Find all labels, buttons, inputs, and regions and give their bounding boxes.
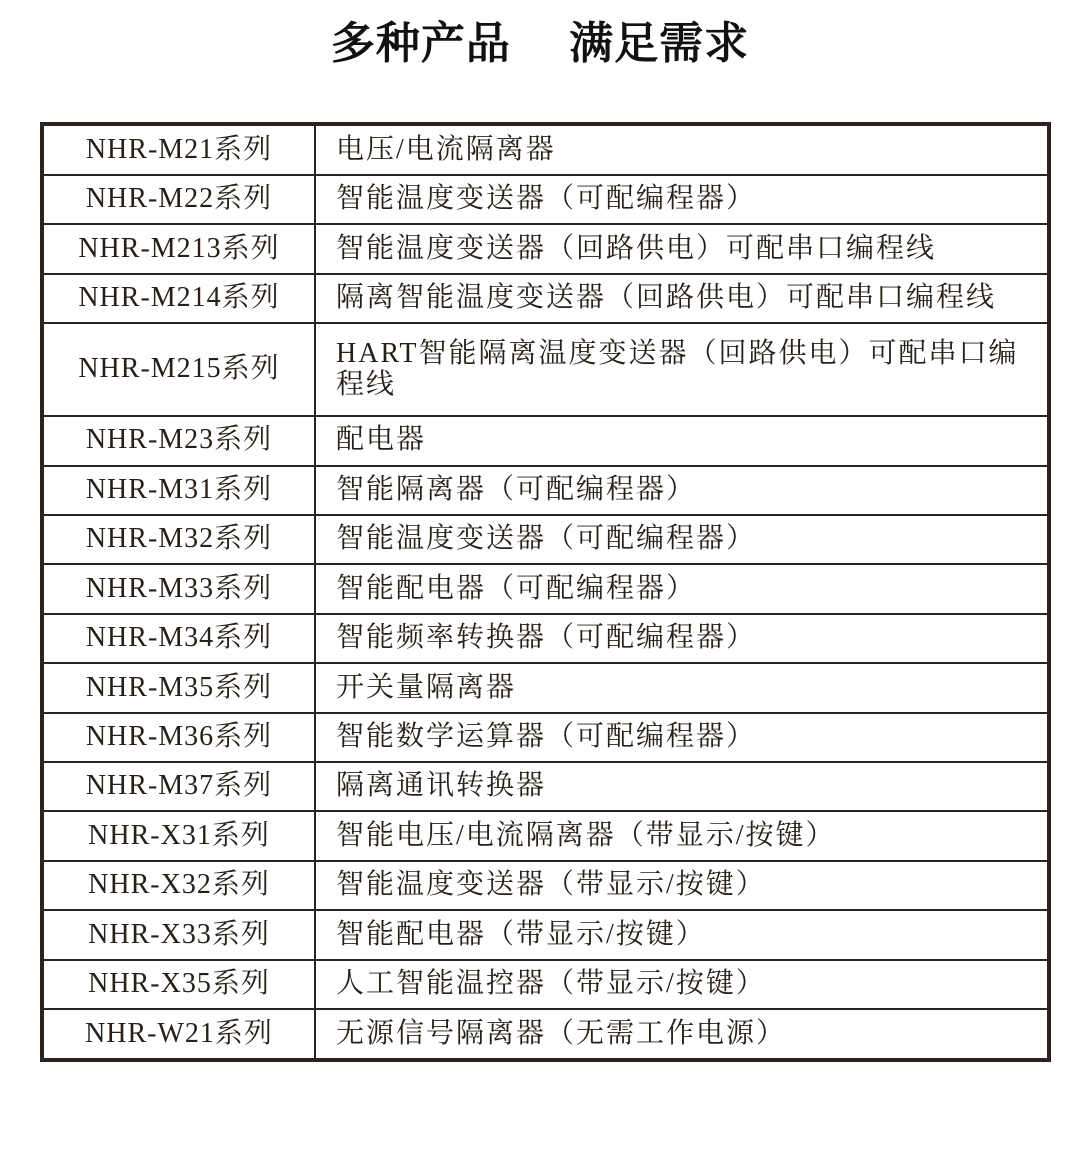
product-description-cell: 隔离通讯转换器 bbox=[315, 762, 1049, 811]
series-name-cell: NHR-M33系列 bbox=[42, 564, 315, 613]
table-row bbox=[42, 175, 1049, 224]
table-row bbox=[42, 564, 1049, 613]
table-row bbox=[42, 614, 1049, 663]
product-description-cell: 智能隔离器（可配编程器） bbox=[315, 466, 1049, 515]
product-description-cell: 智能数学运算器（可配编程器） bbox=[315, 713, 1049, 762]
series-name-cell: NHR-M22系列 bbox=[42, 175, 315, 224]
table-row bbox=[42, 416, 1049, 465]
product-description-cell: 无源信号隔离器（无需工作电源） bbox=[315, 1009, 1049, 1060]
page-title: 多种产品 满足需求 bbox=[330, 19, 750, 68]
product-description-cell: 开关量隔离器 bbox=[315, 663, 1049, 712]
series-name-cell: NHR-X35系列 bbox=[42, 960, 315, 1009]
table-row bbox=[42, 515, 1049, 564]
product-description-cell: 智能配电器（可配编程器） bbox=[315, 564, 1049, 613]
table-row bbox=[42, 762, 1049, 811]
series-name-cell: NHR-M213系列 bbox=[42, 224, 315, 273]
table-row bbox=[42, 960, 1049, 1009]
product-series-table bbox=[40, 122, 1051, 1062]
table-row bbox=[42, 811, 1049, 860]
table-row bbox=[42, 224, 1049, 273]
product-description-cell: 智能温度变送器（可配编程器） bbox=[315, 515, 1049, 564]
series-name-cell: NHR-W21系列 bbox=[42, 1009, 315, 1060]
series-name-cell: NHR-M34系列 bbox=[42, 614, 315, 663]
table-row bbox=[42, 466, 1049, 515]
product-description-cell: 智能温度变送器（可配编程器） bbox=[315, 175, 1049, 224]
table-body bbox=[42, 124, 1049, 1060]
product-description-cell: 智能频率转换器（可配编程器） bbox=[315, 614, 1049, 663]
table-row bbox=[42, 124, 1049, 175]
product-description-cell: 智能电压/电流隔离器（带显示/按键） bbox=[315, 811, 1049, 860]
series-name-cell: NHR-X31系列 bbox=[42, 811, 315, 860]
series-name-cell: NHR-M36系列 bbox=[42, 713, 315, 762]
product-description-cell: 电压/电流隔离器 bbox=[315, 124, 1049, 175]
product-description-cell: 隔离智能温度变送器（回路供电）可配串口编程线 bbox=[315, 274, 1049, 323]
series-name-cell: NHR-X32系列 bbox=[42, 861, 315, 910]
product-description-cell: HART智能隔离温度变送器（回路供电）可配串口编程线 bbox=[315, 323, 1049, 416]
table-row bbox=[42, 910, 1049, 959]
series-name-cell: NHR-M23系列 bbox=[42, 416, 315, 465]
table-row bbox=[42, 323, 1049, 416]
series-name-cell: NHR-M31系列 bbox=[42, 466, 315, 515]
table-row bbox=[42, 663, 1049, 712]
product-description-cell: 智能温度变送器（回路供电）可配串口编程线 bbox=[315, 224, 1049, 273]
table-row bbox=[42, 1009, 1049, 1060]
series-name-cell: NHR-M214系列 bbox=[42, 274, 315, 323]
series-name-cell: NHR-M21系列 bbox=[42, 124, 315, 175]
series-name-cell: NHR-M215系列 bbox=[42, 323, 315, 416]
table-row bbox=[42, 274, 1049, 323]
product-description-cell: 人工智能温控器（带显示/按键） bbox=[315, 960, 1049, 1009]
product-description-cell: 智能配电器（带显示/按键） bbox=[315, 910, 1049, 959]
series-name-cell: NHR-X33系列 bbox=[42, 910, 315, 959]
table-row bbox=[42, 713, 1049, 762]
product-description-cell: 配电器 bbox=[315, 416, 1049, 465]
series-name-cell: NHR-M32系列 bbox=[42, 515, 315, 564]
table-row bbox=[42, 861, 1049, 910]
series-name-cell: NHR-M35系列 bbox=[42, 663, 315, 712]
product-description-cell: 智能温度变送器（带显示/按键） bbox=[315, 861, 1049, 910]
series-name-cell: NHR-M37系列 bbox=[42, 762, 315, 811]
